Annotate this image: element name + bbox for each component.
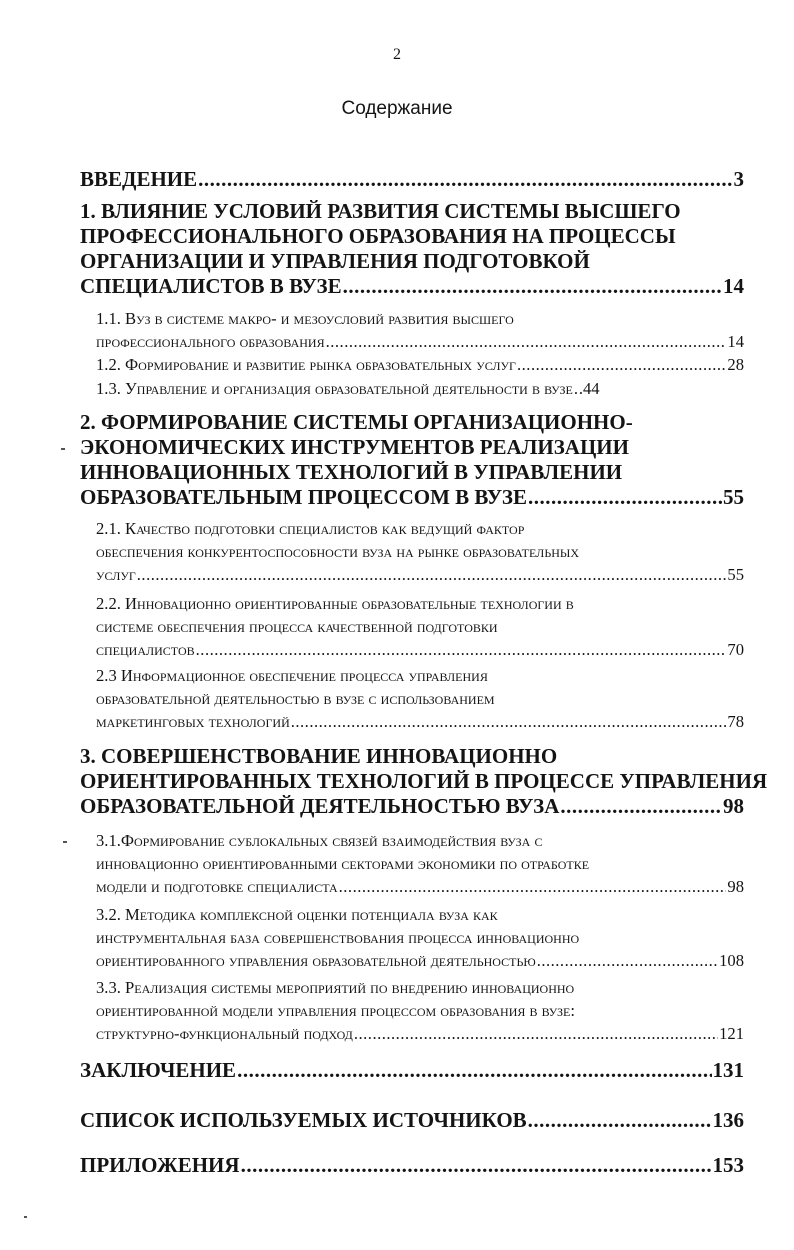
leader-dots [326, 330, 727, 353]
toc-section-line: обеспечения конкурентоспособности вуза на рынке образовательных [96, 542, 580, 561]
leader-dots [237, 1058, 711, 1083]
toc-chapter-3[interactable] [80, 744, 768, 819]
toc-section-line: 2.2. Инновационно ориентированные образовательные технологии в [96, 594, 574, 613]
leader-dots [198, 167, 732, 192]
toc-section-line: услуг [96, 565, 136, 584]
toc-page-number: 14 [723, 274, 744, 298]
leader-dots [339, 875, 727, 898]
leader-dots [560, 794, 722, 819]
leader-dots [574, 377, 578, 400]
toc-section-line: модели и подготовке специалиста [96, 877, 338, 896]
leader-dots [196, 638, 727, 661]
toc-section-line: 1.1. Вуз в системе макро- и мезоусловий развития высшего [96, 309, 514, 328]
toc-page-number: 136 [712, 1108, 744, 1132]
toc-chapter-last-line [80, 274, 744, 299]
toc-page-number: 55 [723, 485, 744, 509]
page-title: Содержание [341, 98, 453, 119]
toc-section-line: системе обеспечения процесса качественной подготовки [96, 617, 498, 636]
toc-section-line: 1.2. Формирование и развитие рынка образовательных услуг [96, 355, 516, 374]
leader-dots [343, 274, 722, 299]
toc-chapter-line: ПРОФЕССИОНАЛЬНОГО ОБРАЗОВАНИЯ НА ПРОЦЕССЫ [80, 224, 676, 248]
toc-section-line: ориентированной модели управления процессом образования в вузе: [96, 1001, 575, 1020]
toc-page-number: 98 [727, 877, 744, 896]
toc-chapter-line: ОБРАЗОВАТЕЛЬНОЙ ДЕЯТЕЛЬНОСТЬЮ ВУЗА [80, 794, 560, 818]
toc-page-number: 153 [712, 1153, 744, 1177]
toc-chapter-line: 3. СОВЕРШЕНСТВОВАНИЕ ИННОВАЦИОННО [80, 744, 558, 768]
leader-dots [241, 1153, 712, 1178]
toc-chapter-line: 1. ВЛИЯНИЕ УСЛОВИЙ РАЗВИТИЯ СИСТЕМЫ ВЫСШЕГО [80, 199, 681, 223]
toc-page-number: 98 [723, 794, 744, 818]
toc-page-number: 121 [719, 1024, 744, 1043]
toc-page-number: 14 [727, 332, 744, 351]
toc-section-line: 2.1. Качество подготовки специалистов как ведущий фактор [96, 519, 525, 538]
toc-section-line: 1.3. Управление и организация образовательной деятельности в вузе [96, 379, 573, 398]
toc-chapter-line: ОРИЕНТИРОВАННЫХ ТЕХНОЛОГИЙ В ПРОЦЕССЕ УПРАВЛЕНИЯ [80, 769, 768, 793]
toc-entry-intro[interactable] [80, 167, 744, 192]
toc-section-line: инновационно ориентированными секторами экономики по отработке [96, 854, 590, 873]
toc-page-number: 70 [727, 640, 744, 659]
toc-chapter-line: СПЕЦИАЛИСТОВ В ВУЗЕ [80, 274, 342, 298]
scan-mark [24, 1216, 27, 1218]
toc-section-line: образовательной деятельностью в вузе с использованием [96, 689, 495, 708]
toc-section-line: 2.3 Информационное обеспечение процесса управления [96, 666, 488, 685]
toc-chapter-line: ОРГАНИЗАЦИИ И УПРАВЛЕНИЯ ПОДГОТОВКОЙ [80, 249, 590, 273]
toc-section-last-line [96, 875, 744, 898]
toc-section-last-line [96, 638, 744, 661]
toc-page-number: 55 [727, 565, 744, 584]
toc-page-number: 3 [733, 167, 744, 191]
toc-entry-title: ВВЕДЕНИЕ [80, 167, 198, 191]
toc-chapter-line: ИННОВАЦИОННЫХ ТЕХНОЛОГИЙ В УПРАВЛЕНИИ [80, 460, 623, 484]
toc-page-number: 78 [727, 712, 744, 731]
leader-dots [517, 353, 726, 376]
toc-page-number: 131 [712, 1058, 744, 1082]
toc-section-1-1[interactable] [96, 307, 744, 353]
toc-chapter-2[interactable] [80, 410, 744, 510]
leader-dots [291, 710, 727, 733]
toc-section-line: структурно-функциональный подход [96, 1024, 353, 1043]
toc-section-line: профессионального образования [96, 332, 325, 351]
toc-section-line: специалистов [96, 640, 195, 659]
toc-section-1-3[interactable] [96, 377, 744, 400]
toc-section-3-2[interactable] [96, 903, 744, 972]
leader-dots [528, 1108, 712, 1133]
toc-section-last-line [96, 563, 744, 586]
toc-section-line: 3.1.Формирование сублокальных связей взаимодействия вуза с [96, 831, 543, 850]
toc-entry-title: ПРИЛОЖЕНИЯ [80, 1153, 240, 1177]
toc-section-2-1[interactable] [96, 517, 744, 586]
toc-entry-sources[interactable] [80, 1108, 744, 1133]
toc-section-last-line [96, 1022, 744, 1045]
toc-section-2-3[interactable] [96, 664, 744, 733]
scan-mark [63, 841, 67, 843]
toc-chapter-1[interactable] [80, 199, 744, 299]
toc-section-last-line [96, 710, 744, 733]
toc-section-last-line [96, 949, 744, 972]
toc-section-line: маркетинговых технологий [96, 712, 290, 731]
toc-chapter-line: 2. ФОРМИРОВАНИЕ СИСТЕМЫ ОРГАНИЗАЦИОННО- [80, 410, 633, 434]
scan-mark [61, 448, 65, 450]
toc-entry-title: СПИСОК ИСПОЛЬЗУЕМЫХ ИСТОЧНИКОВ [80, 1108, 527, 1132]
leader-dots [354, 1022, 718, 1045]
toc-entry-title: ЗАКЛЮЧЕНИЕ [80, 1058, 237, 1082]
toc-section-line: ориентированного управления образовательной деятельностью [96, 951, 536, 970]
toc-section-1-2[interactable] [96, 353, 744, 376]
leader-dots [528, 485, 722, 510]
toc-chapter-last-line [80, 794, 744, 819]
leader-dots [537, 949, 718, 972]
toc-section-line: инструментальная база совершенствования процесса инновационно [96, 928, 580, 947]
toc-section-3-3[interactable] [96, 976, 744, 1045]
leader-dots [137, 563, 727, 586]
toc-section-line: 3.2. Методика комплексной оценки потенциала вуза как [96, 905, 498, 924]
toc-section-2-2[interactable] [96, 592, 744, 661]
toc-entry-conclusion[interactable] [80, 1058, 744, 1083]
toc-page-number: .44 [578, 379, 600, 398]
toc-chapter-line: ОБРАЗОВАТЕЛЬНЫМ ПРОЦЕССОМ В ВУЗЕ [80, 485, 527, 509]
toc-page-number: 108 [719, 951, 744, 970]
toc-section-line: 3.3. Реализация системы мероприятий по внедрению инновационно [96, 978, 575, 997]
toc-entry-appendix[interactable] [80, 1153, 744, 1178]
toc-chapter-last-line [80, 485, 744, 510]
toc-page-number: 28 [727, 355, 744, 374]
page-number: 2 [393, 46, 401, 63]
toc-chapter-line: ЭКОНОМИЧЕСКИХ ИНСТРУМЕНТОВ РЕАЛИЗАЦИИ [80, 435, 629, 459]
toc-section-last-line [96, 330, 744, 353]
toc-section-3-1[interactable] [96, 829, 744, 898]
